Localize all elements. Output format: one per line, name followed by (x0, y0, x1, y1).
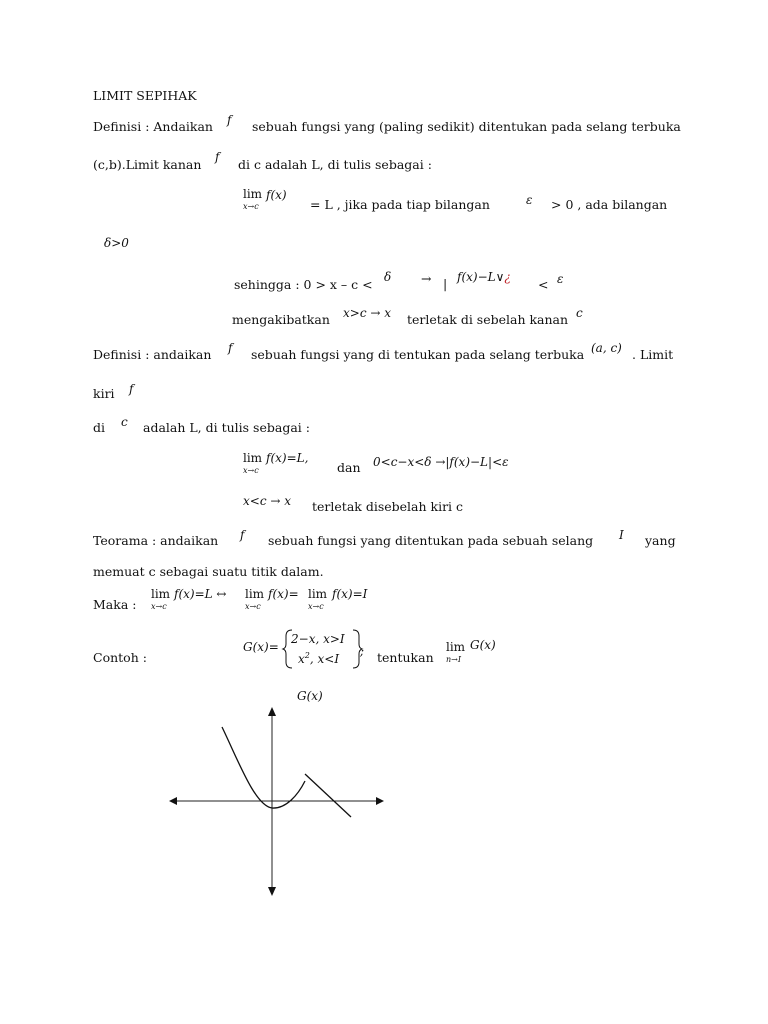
contoh-limit-expr: G(x) (470, 638, 496, 652)
lim-word: lim (308, 587, 328, 601)
def1-text2: (c,b).Limit kanan (93, 157, 202, 172)
y-axis-top-arrow (268, 707, 276, 716)
dan-text: dan (337, 460, 361, 475)
lim-word: lim (243, 187, 263, 201)
y-axis-bottom-arrow (268, 887, 276, 896)
delta-condition: δ>0 (104, 236, 129, 250)
lim-subscript: x→c (243, 466, 259, 475)
curve-left-branch (222, 727, 305, 808)
lim-subscript: x→c (308, 602, 324, 611)
abs-bar: | (443, 276, 448, 291)
interval-I-symbol: I (619, 528, 624, 542)
mengakibatkan-text: mengakibatkan (232, 312, 330, 327)
def2-c-symbol: c (121, 415, 128, 429)
def1-limit-expr: f(x) (266, 188, 287, 202)
arrow-symbol: → (421, 271, 432, 286)
def1-label: Definisi : Andaikan (93, 119, 213, 134)
maka-label: Maka : (93, 597, 137, 612)
def1-text4a: = L , jika pada tiap bilangan (310, 197, 490, 212)
def2-limit-expr: f(x)=L, (266, 451, 309, 465)
lim-subscript: x→c (151, 602, 167, 611)
less-than: < (538, 277, 549, 292)
lim-word: lim (446, 640, 466, 654)
teorema-expr-3: f(x)=I (332, 587, 368, 601)
def1-f2-symbol: f (215, 150, 220, 164)
case-2-base: x (298, 652, 305, 666)
def1-text1: sebuah fungsi yang (paling sedikit) ditentukan pada selang terbuka (252, 119, 681, 134)
g-definition: G(x)= (243, 640, 279, 654)
teorema-text1: sebuah fungsi yang ditentukan pada sebuah selang (268, 533, 594, 548)
teorema-expr-2: f(x)= (268, 587, 299, 601)
def1-text3: di c adalah L, di tulis sebagai : (238, 157, 432, 172)
right-implication: x>c → x (343, 306, 391, 320)
lim-word: lim (243, 451, 263, 465)
epsilon-symbol: ε (526, 193, 533, 207)
teorema-text2: memuat c sebagai suatu titik dalam. (93, 564, 324, 579)
def2-text2: . Limit (632, 347, 674, 362)
delta-symbol: δ (384, 270, 392, 284)
def1-f-symbol: f (227, 113, 232, 127)
def2-label: Definisi : andaikan (93, 347, 212, 362)
x-axis-right-arrow (376, 797, 384, 805)
sehingga-text: sehingga : 0 > x – c < (234, 277, 373, 292)
terletak-kiri-text: terletak disebelah kiri c (312, 499, 464, 514)
teorema-f-symbol: f (240, 528, 245, 542)
di-text: di (93, 420, 105, 435)
terletak-kanan-text: terletak di sebelah kanan (407, 312, 569, 327)
teorema-expr-1: f(x)=L ↔ (174, 587, 227, 601)
def2-f2-symbol: f (129, 382, 134, 396)
def2-text1: sebuah fungsi yang di tentukan pada selang terbuka (251, 347, 585, 362)
def2-text3: adalah L, di tulis sebagai : (143, 420, 310, 435)
c-symbol: c (576, 306, 583, 320)
contoh-label: Contoh : (93, 650, 147, 665)
teorema-label: Teorama : andaikan (93, 533, 219, 548)
case-2-rest: , x<I (309, 652, 340, 666)
lim-subscript: x→c (243, 202, 259, 211)
case-2-exponent: 2 (304, 651, 310, 660)
lim-word: lim (245, 587, 265, 601)
case-1: 2−x, x>I (291, 632, 345, 646)
tentukan-text: tentukan (377, 650, 434, 665)
def1-text4b: > 0 , ada bilangan (551, 197, 668, 212)
left-condition: 0<c−x<δ →|f(x)−L|<ε (373, 455, 509, 469)
abs-expression-main: f(x)−L∨ (457, 270, 505, 284)
yang-text: yang (645, 533, 676, 548)
left-implication: x<c → x (243, 494, 291, 508)
def2-f-symbol: f (228, 341, 233, 355)
epsilon2-symbol: ε (557, 272, 564, 286)
abs-expression-glyph: ¿ (504, 270, 511, 284)
semicolon: ; (360, 644, 365, 658)
interval-ac: (a, c) (591, 341, 622, 355)
kiri-text: kiri (93, 386, 115, 401)
page-title: LIMIT SEPIHAK (93, 88, 197, 103)
lim-word: lim (151, 587, 171, 601)
graph-label: G(x) (297, 689, 323, 703)
lim-subscript: x→c (245, 602, 261, 611)
curve-right-branch (305, 774, 351, 817)
x-axis-left-arrow (169, 797, 177, 805)
lim-subscript: n→I (446, 655, 462, 664)
